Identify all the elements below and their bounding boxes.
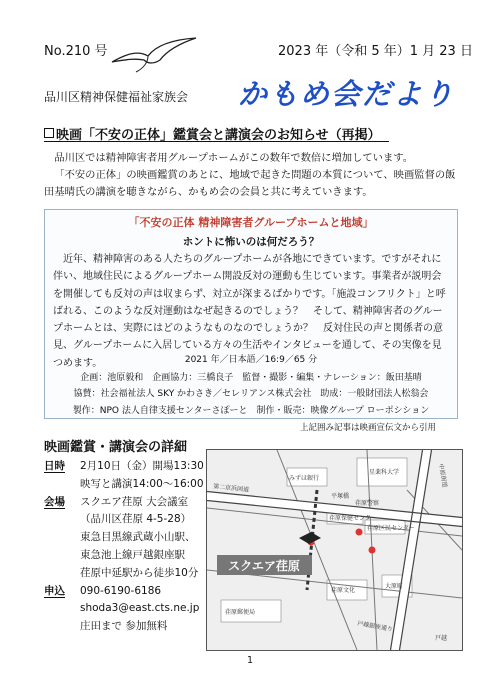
intro-text xyxy=(44,150,459,201)
map-label: 荏原保健センター xyxy=(329,515,377,522)
venue-row xyxy=(44,529,204,547)
credit-line: 協賛：社会福祉法人 SKY かわさき／セレリアンス株式会社 助成：一般財団法人松翁会 xyxy=(73,389,429,400)
map-label: 戸越銀座通り xyxy=(356,620,394,634)
intro-paragraph: 品川区では精神障害者用グループホームがこの数年で数倍に増加しています。 xyxy=(54,152,414,164)
map-venue-label: スクエア荏原 xyxy=(228,559,300,573)
heading-underline xyxy=(44,141,389,142)
datetime-row xyxy=(44,458,204,476)
venue-row xyxy=(44,547,204,565)
map-label: 大原町 xyxy=(385,583,404,590)
seagull-logo xyxy=(108,34,200,74)
datetime-value: 映写と講演14:00～16:00 xyxy=(80,477,204,490)
film-subtitle: ホントに怖いのは何だろう？ xyxy=(182,236,320,248)
newsletter-title: かもめ会だより xyxy=(238,77,456,111)
datetime-row xyxy=(44,476,204,494)
venue-value: スクエア荏原 大会議室 xyxy=(80,495,189,508)
map-label: 荏原郵便局 xyxy=(225,609,256,616)
film-info-box xyxy=(44,209,458,419)
map-label: 荏原警察 xyxy=(355,500,380,507)
film-meta: 2021 年／日本語／16:9／65 分 xyxy=(184,355,318,365)
datetime-label: 日時 xyxy=(44,460,65,472)
film-description-text: 近年、精神障害のある人たちのグループホームが各地にできています。ですがそれに伴い、地域住民によるグループホーム開設反対の運動も生じています。事業者が説明会を開催しても反対の声は収まらず、対立が深まるばかりです。「施設コンフリクト」と呼ばれる、このような反対運動はなぜ起きるのでしょう？ そして、精神障害者のグループホームとは、実際にはどのようなものなのでしょうか？ 反対住民の声と関係者の意見、グループホームに入居している方々の生活やインタビューを通して、その実像を見つめます。 xyxy=(53,254,446,369)
map-label: みずほ銀行 xyxy=(289,475,320,482)
details-heading: 映画鑑賞・講演会の詳細 xyxy=(44,440,188,455)
credit-line: 製作：NPO 法人自律支援センターさぽーと 制作・販売：映像グループ ローポシション xyxy=(72,405,430,416)
apply-row xyxy=(44,600,204,618)
map-label: 荏原区民センター xyxy=(367,525,415,532)
section-heading-text: 映画「不安の正体」鑑賞会と講演会のお知らせ（再掲） xyxy=(56,128,381,143)
apply-label: 申込 xyxy=(44,584,65,597)
venue-value: 東急目黒線武蔵小山駅、 xyxy=(80,531,196,544)
email-address[interactable]: shoda3@east.cts.ne.jp xyxy=(80,602,200,615)
film-title: 「不安の正体 精神障害者グループホームと地域」 xyxy=(128,216,374,229)
venue-value: 荏原中延駅から徒歩10分 xyxy=(80,566,199,579)
apply-row xyxy=(44,583,204,601)
checkbox-icon xyxy=(44,128,54,138)
map-label: 荏原文化 xyxy=(331,587,356,594)
page-number: 1 xyxy=(246,655,254,666)
map-label: 中原街道 xyxy=(437,463,449,488)
map-drawing xyxy=(207,450,462,650)
venue-map xyxy=(206,449,463,651)
map-label: 戸越 xyxy=(435,635,448,642)
map-label: 星薬科大学 xyxy=(369,469,400,476)
issue-number: No.210 号 xyxy=(44,44,108,59)
quote-note: 上記囲み記事は映画宣伝文から引用 xyxy=(300,423,437,433)
venue-row xyxy=(44,494,204,512)
issue-date: 2023 年（令和 5 年）1 月 23 日 xyxy=(278,44,473,59)
apply-note: 庄田まで 参加無料 xyxy=(80,620,168,633)
venue-row xyxy=(44,565,204,583)
phone-number: 090-6190-6186 xyxy=(80,584,162,597)
venue-row xyxy=(44,511,204,529)
map-label: 平塚橋 xyxy=(331,493,350,500)
credit-line: 企画：池原毅和 企画協力：三橋良子 監督・撮影・編集・ナレーション：飯田基晴 xyxy=(80,373,422,383)
event-details xyxy=(44,458,204,636)
venue-label: 会場 xyxy=(44,495,65,508)
venue-value: （品川区荏原 4-5-28） xyxy=(80,513,192,526)
intro-paragraph: 「不安の正体」の映画鑑賞のあとに、地域で起きた問題の本質について、映画監督の飯田基晴氏の講演を聴きながら、かもめ会の会員と共に考えていきます。 xyxy=(44,169,456,198)
apply-row xyxy=(44,618,204,636)
map-label: 第二京浜国道 xyxy=(212,483,250,494)
venue-value: 東急池上線戸越銀座駅 xyxy=(80,548,185,561)
film-credits xyxy=(45,370,457,419)
organization-name: 品川区精神保健福祉家族会 xyxy=(44,90,189,104)
datetime-value: 2月10日（金）開場13:30 xyxy=(80,460,204,472)
